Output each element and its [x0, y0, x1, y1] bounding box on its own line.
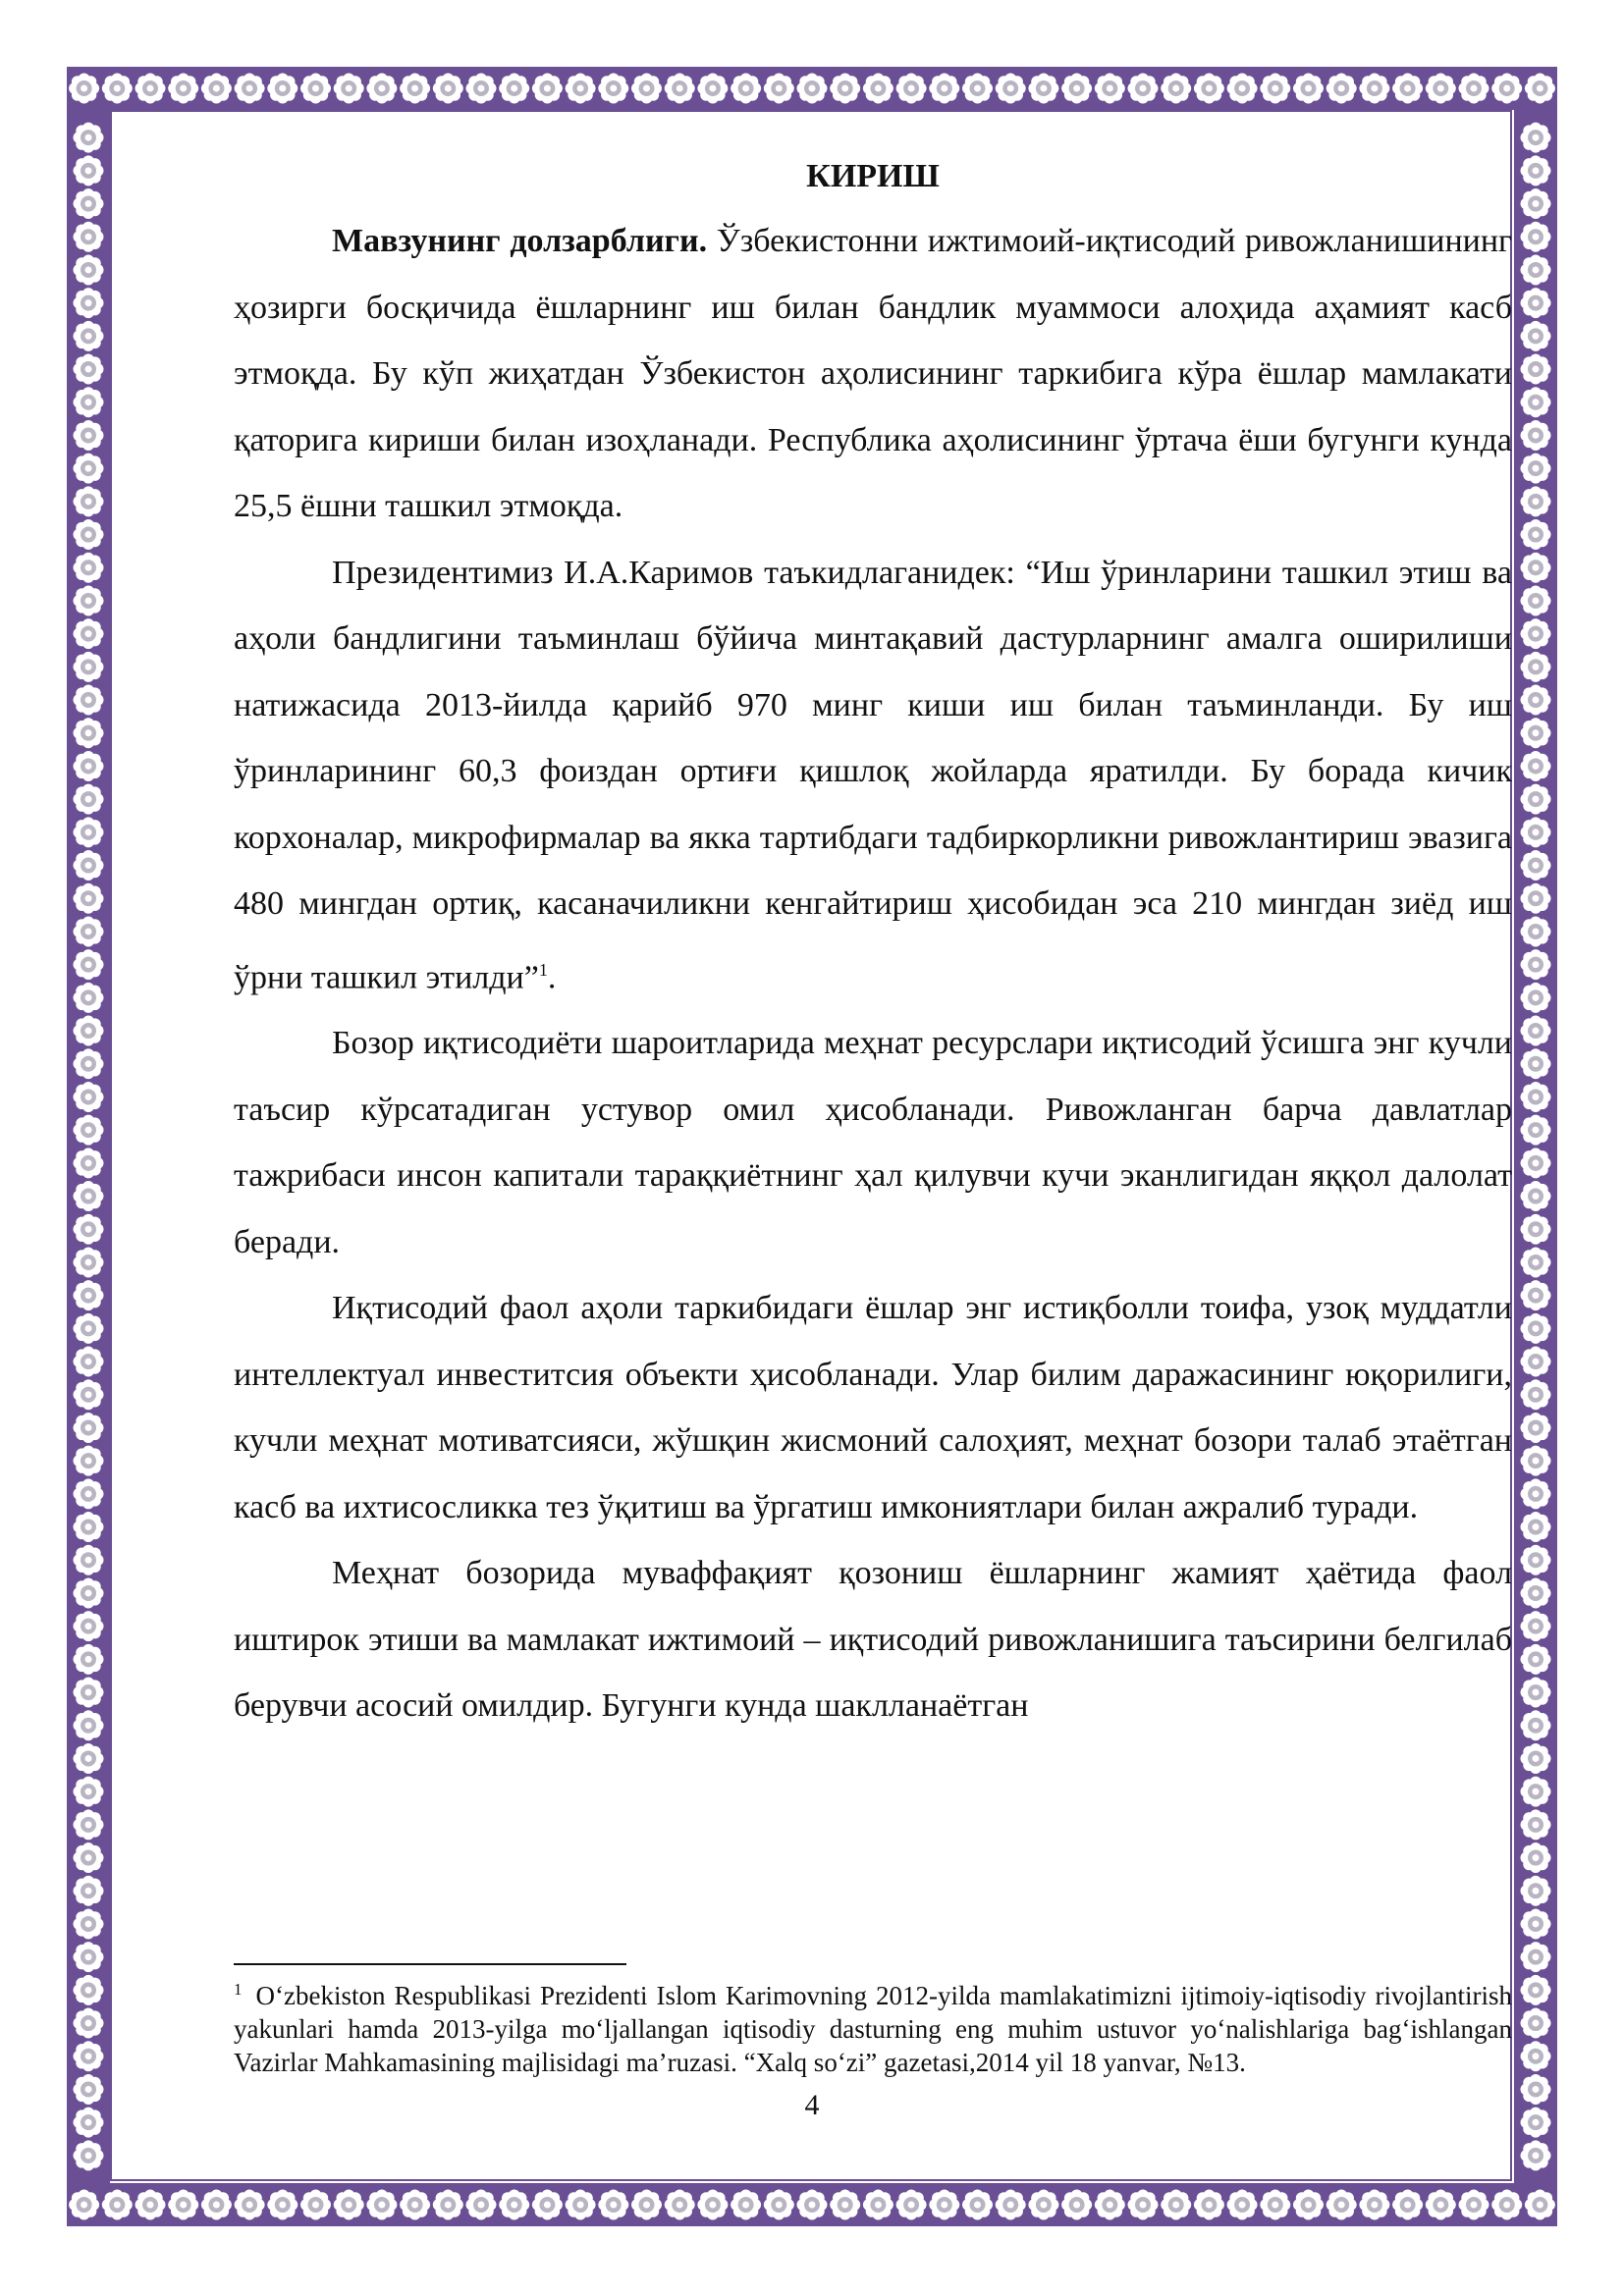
flower-border-icon [996, 2190, 1026, 2220]
flower-border-icon [74, 751, 104, 781]
flower-border-icon [366, 74, 397, 104]
flower-border-icon [1521, 751, 1551, 781]
flower-border-icon [1521, 1577, 1551, 1608]
flower-border-icon [1521, 1048, 1551, 1079]
footnote-text: O‘zbekiston Respublikasi Prezidenti Islom Karimovning 2012-yilda mamlakatimizni ijtimoiy-iqtisodiy rivojlantirish yakunlari hamda 2013-yilga mo‘ljallangan iqtisodiy dasturning eng muhim ustuvor yo‘nalishlariga bag‘ishlangan Vazirlar Mahkamasining majlisidagi ma’ruzasi. “Xalq so‘zi” gazetasi,2014 yil 18 yanvar, №13. [234, 1981, 1512, 2077]
flower-border-icon [1521, 486, 1551, 516]
flower-border-icon [1095, 74, 1125, 104]
flower-border-icon [74, 850, 104, 881]
flower-border-icon [1392, 2190, 1423, 2220]
flower-border-icon [1521, 1082, 1551, 1112]
flower-border-icon [1521, 817, 1551, 847]
flower-border-icon [74, 1512, 104, 1542]
paragraph-text: Ўзбекистонни ижтимоий-иқтисодий ривожланишининг ҳозирги босқичида ёшларнинг иш билан бандлик муаммоси алоҳида аҳамият касб этмоқда. Бу кўп жиҳатдан Ўзбекистон аҳолисининг таркибига кўра ёшлар мамлакати қаторига кириши билан изоҳланади. Республика аҳолисининг ўртача ёши бугунги кунда 25,5 ёшни ташкил этмоқда. [234, 223, 1512, 524]
flower-border-icon [74, 1842, 104, 1873]
flower-border-icon [962, 2190, 993, 2220]
flower-border-icon [74, 2041, 104, 2071]
flower-border-icon [1194, 74, 1224, 104]
flower-border-icon [400, 2190, 430, 2220]
paragraph-market [234, 1010, 1512, 1275]
flower-border-icon [1426, 2190, 1456, 2220]
flower-border-icon [1521, 1181, 1551, 1211]
flower-border-icon [74, 321, 104, 351]
flower-border-bottom [67, 2183, 1557, 2226]
flower-border-icon [532, 74, 563, 104]
flower-border-icon [1128, 74, 1159, 104]
flower-border-icon [797, 74, 828, 104]
flower-border-icon [74, 983, 104, 1013]
flower-border-icon [74, 1347, 104, 1377]
flower-border-icon [74, 1644, 104, 1675]
flower-border-icon [74, 1181, 104, 1211]
flower-border-icon [532, 2190, 563, 2220]
flower-border-icon [74, 1577, 104, 1608]
flower-border-icon [74, 1016, 104, 1046]
flower-border-icon [1521, 949, 1551, 980]
flower-border-icon [1260, 2190, 1290, 2220]
flower-border-icon [1521, 1115, 1551, 1146]
paragraph-quote [234, 540, 1512, 1011]
flower-border-icon [1061, 2190, 1092, 2220]
flower-border-icon [1521, 155, 1551, 186]
flower-border-icon [102, 2190, 133, 2220]
flower-border-icon [1521, 2041, 1551, 2071]
flower-border-icon [74, 1876, 104, 1906]
flower-border-icon [896, 2190, 927, 2220]
flower-border-icon [74, 1678, 104, 1708]
flower-border-icon [74, 949, 104, 980]
flower-border-icon [74, 1743, 104, 1774]
flower-border-icon [1521, 1809, 1551, 1840]
flower-border-icon [235, 74, 265, 104]
flower-border-icon [996, 74, 1026, 104]
page-number: 4 [804, 2089, 820, 2121]
flower-border-icon [1521, 354, 1551, 385]
flower-border-icon [74, 685, 104, 716]
flower-border-icon [929, 74, 959, 104]
flower-border-icon [830, 2190, 860, 2220]
flower-border-icon [1521, 1148, 1551, 1178]
flower-border-icon [366, 2190, 397, 2220]
flower-border-icon [135, 2190, 166, 2220]
flower-border-icon [74, 916, 104, 946]
page-content [234, 145, 1512, 1739]
flower-border-icon [1326, 2190, 1357, 2220]
flower-border-icon [1521, 321, 1551, 351]
flower-border-icon [74, 1214, 104, 1245]
flower-border-icon [1491, 2190, 1522, 2220]
flower-border-icon [1095, 2190, 1125, 2220]
flower-border-icon [433, 2190, 463, 2220]
flower-border-icon [697, 74, 728, 104]
footnote-separator [234, 1963, 626, 1965]
flower-border-icon [797, 2190, 828, 2220]
flower-border-icon [1521, 1545, 1551, 1575]
flower-border-icon [74, 1710, 104, 1740]
flower-border-icon [74, 1611, 104, 1641]
flower-border-icon [1128, 2190, 1159, 2220]
flower-border-icon [1521, 1379, 1551, 1410]
flower-border-icon [1521, 983, 1551, 1013]
flower-border-icon [74, 1048, 104, 1079]
flower-border-icon [566, 2190, 596, 2220]
flower-border-icon [1521, 553, 1551, 583]
flower-border-icon [962, 74, 993, 104]
flower-border-icon [1521, 1611, 1551, 1641]
flower-border-icon [1521, 188, 1551, 219]
flower-border-icon [74, 123, 104, 153]
flower-border-icon [731, 2190, 761, 2220]
paragraph-youth [234, 1275, 1512, 1540]
flower-border-icon [1521, 1842, 1551, 1873]
flower-border-icon [74, 1082, 104, 1112]
flower-border-icon [1521, 519, 1551, 550]
flower-border-icon [566, 74, 596, 104]
flower-border-icon [74, 1975, 104, 2005]
flower-border-icon [1293, 2190, 1324, 2220]
flower-border-icon [1293, 74, 1324, 104]
flower-border-icon [1521, 1710, 1551, 1740]
flower-border-icon [1359, 2190, 1389, 2220]
flower-border-icon [74, 1908, 104, 1939]
flower-border-icon [1521, 1347, 1551, 1377]
flower-border-icon [168, 2190, 198, 2220]
footnote [234, 1973, 1512, 2079]
flower-border-icon [74, 1777, 104, 1807]
flower-border-icon [1521, 1743, 1551, 1774]
flower-border-icon [1521, 718, 1551, 748]
footnote-reference[interactable]: 1 [538, 959, 548, 980]
flower-border-icon [1521, 1975, 1551, 2005]
flower-border-icon [863, 74, 893, 104]
flower-border-icon [1161, 2190, 1191, 2220]
flower-border-icon [830, 74, 860, 104]
paragraph-text: Президентимиз И.А.Каримов таъкидлаганидек: “Иш ўринларини ташкил этиш ва аҳоли бандлигини таъминлаш бўйича минтақавий дастурларнинг амалга оширилиши натижасида 2013-йилда қарийб 970 минг киши иш билан таъминланди. Бу иш ўринларининг 60,3 фоиздан ортиғи қишлоқ жойларда яратилди. Бу борада кичик корхоналар, микрофирмалар ва якка тартибдаги тадбиркорликни ривожлантириш эвазига 480 мингдан ортиқ, касаначиликни кенгайтириш ҳисобидан эса 210 мингдан зиёд иш ўрни ташкил этилди” [234, 554, 1512, 995]
flower-border-icon [731, 74, 761, 104]
flower-border-icon [1521, 1908, 1551, 1939]
flower-border-icon [74, 2008, 104, 2039]
flower-border-icon [74, 1413, 104, 1443]
flower-border-icon [863, 2190, 893, 2220]
flower-border-icon [1194, 2190, 1224, 2220]
flower-border-icon [1521, 1214, 1551, 1245]
flower-border-icon [74, 1478, 104, 1509]
flower-border-icon [1028, 2190, 1058, 2220]
flower-border-icon [74, 1280, 104, 1310]
flower-border-icon [665, 2190, 695, 2220]
flower-border-icon [1459, 2190, 1489, 2220]
flower-border-icon [1521, 1413, 1551, 1443]
flower-border-icon [74, 1313, 104, 1344]
flower-border-left [67, 110, 110, 2183]
flower-border-icon [1260, 74, 1290, 104]
flower-border-icon [74, 618, 104, 649]
flower-border-icon [168, 74, 198, 104]
flower-border-icon [74, 387, 104, 417]
flower-border-icon [74, 1545, 104, 1575]
flower-border-icon [74, 254, 104, 285]
flower-border-icon [1521, 222, 1551, 252]
flower-border-icon [499, 74, 529, 104]
flower-border-icon [235, 2190, 265, 2220]
flower-border-icon [69, 74, 99, 104]
flower-border-icon [74, 585, 104, 615]
flower-border-icon [1227, 74, 1258, 104]
flower-border-icon [1521, 1247, 1551, 1277]
flower-border-icon [1521, 254, 1551, 285]
flower-border-icon [1061, 74, 1092, 104]
footnote-number: 1 [234, 1980, 243, 1999]
flower-border-icon [74, 188, 104, 219]
flower-border-icon [1521, 850, 1551, 881]
flower-border-icon [665, 74, 695, 104]
flower-border-icon [74, 1115, 104, 1146]
paragraph-lead: Мавзунинг долзарблиги. [332, 223, 708, 259]
flower-border-icon [1521, 420, 1551, 451]
flower-border-icon [74, 553, 104, 583]
flower-border-icon [74, 1148, 104, 1178]
flower-border-icon [1521, 1280, 1551, 1310]
flower-border-icon [334, 2190, 364, 2220]
flower-border-icon [74, 420, 104, 451]
flower-border-icon [1161, 74, 1191, 104]
flower-border-icon [1028, 74, 1058, 104]
paragraph-text: Бозор иқтисодиёти шароитларида меҳнат ресурслари иқтисодий ўсишга энг кучли таъсир кўрсатадиган устувор омил ҳисобланади. Ривожланган барча давлатлар тажрибаси инсон капитали тараққиётнинг ҳал қилувчи кучи эканлигидан яққол далолат беради. [234, 1025, 1512, 1260]
flower-border-icon [74, 354, 104, 385]
flower-border-icon [1521, 1478, 1551, 1509]
flower-border-icon [1521, 288, 1551, 318]
flower-border-icon [433, 74, 463, 104]
flower-border-icon [400, 74, 430, 104]
flower-border-icon [74, 519, 104, 550]
flower-border-icon [267, 2190, 298, 2220]
flower-border-icon [764, 2190, 794, 2220]
paragraph-relevance [234, 208, 1512, 540]
flower-border-top [67, 67, 1557, 110]
flower-border-icon [1521, 618, 1551, 649]
flower-border-icon [74, 288, 104, 318]
flower-border-icon [300, 74, 331, 104]
flower-border-icon [1521, 1512, 1551, 1542]
flower-border-icon [598, 2190, 628, 2220]
flower-border-icon [764, 74, 794, 104]
flower-border-icon [74, 1942, 104, 1972]
flower-border-icon [1227, 2190, 1258, 2220]
paragraph-text: Иқтисодий фаол аҳоли таркибидаги ёшлар энг истиқболли тоифа, узоқ муддатли интеллектуал инвеститсия объекти ҳисобланади. Улар билим даражасининг юқорилиги, кучли меҳнат мотиватсияси, жўшқин жисмоний салоҳият, меҳнат бозори талаб этаётган касб ва ихтисосликка тез ўқитиш ва ўргатиш имкониятлари билан ажралиб туради. [234, 1290, 1512, 1525]
flower-border-icon [74, 1446, 104, 1476]
flower-border-icon [74, 718, 104, 748]
flower-border-right [1514, 110, 1557, 2183]
flower-border-icon [300, 2190, 331, 2220]
paragraph-text: Меҳнат бозорида муваффақият қозониш ёшларнинг жамият ҳаётида фаол иштирок этиши ва мамлакат ижтимоий – иқтисодий ривожланишига таъсирини белгилаб берувчи асосий омилдир. Бугунги кунда шаклланаётган [234, 1555, 1512, 1725]
paragraph-tail: . [547, 958, 557, 995]
flower-border-icon [499, 2190, 529, 2220]
flower-border-icon [1521, 883, 1551, 914]
flower-border-icon [74, 222, 104, 252]
flower-border-icon [1392, 74, 1423, 104]
flower-border-icon [201, 2190, 232, 2220]
flower-border-icon [1521, 1313, 1551, 1344]
flower-border-icon [201, 74, 232, 104]
flower-border-icon [74, 883, 104, 914]
flower-border-icon [74, 1379, 104, 1410]
flower-border-icon [1521, 1678, 1551, 1708]
flower-border-icon [1521, 454, 1551, 484]
flower-border-icon [1521, 652, 1551, 682]
flower-border-icon [74, 817, 104, 847]
flower-border-icon [102, 74, 133, 104]
flower-border-icon [631, 2190, 662, 2220]
flower-border-icon [466, 74, 497, 104]
flower-border-icon [1525, 2190, 1555, 2220]
flower-border-icon [929, 2190, 959, 2220]
flower-border-icon [74, 454, 104, 484]
flower-border-icon [1521, 2008, 1551, 2039]
flower-border-icon [1521, 585, 1551, 615]
flower-border-icon [1326, 74, 1357, 104]
flower-border-icon [631, 74, 662, 104]
flower-border-icon [1521, 387, 1551, 417]
flower-border-icon [1426, 74, 1456, 104]
flower-border-icon [267, 74, 298, 104]
flower-border-icon [1521, 1446, 1551, 1476]
flower-border-icon [1521, 1644, 1551, 1675]
flower-border-icon [1525, 74, 1555, 104]
flower-border-icon [74, 486, 104, 516]
flower-border-icon [74, 652, 104, 682]
flower-border-icon [74, 1809, 104, 1840]
flower-border-icon [896, 74, 927, 104]
flower-border-icon [74, 1247, 104, 1277]
flower-border-icon [1521, 1016, 1551, 1046]
flower-border-icon [74, 2140, 104, 2170]
flower-border-icon [135, 74, 166, 104]
flower-border-icon [69, 2190, 99, 2220]
flower-border-icon [1521, 1876, 1551, 1906]
flower-border-icon [1521, 784, 1551, 815]
flower-border-icon [1521, 2140, 1551, 2170]
flower-border-icon [697, 2190, 728, 2220]
flower-border-icon [598, 74, 628, 104]
flower-border-icon [1521, 1777, 1551, 1807]
flower-border-icon [1521, 123, 1551, 153]
flower-border-icon [466, 2190, 497, 2220]
flower-border-icon [1521, 685, 1551, 716]
flower-border-icon [1521, 916, 1551, 946]
flower-border-icon [74, 784, 104, 815]
flower-border-icon [1521, 1942, 1551, 1972]
flower-border-icon [334, 74, 364, 104]
flower-border-icon [1491, 74, 1522, 104]
flower-border-icon [1359, 74, 1389, 104]
flower-border-icon [1459, 74, 1489, 104]
paragraph-success [234, 1540, 1512, 1739]
page-title: КИРИШ [806, 158, 940, 194]
flower-border-icon [74, 155, 104, 186]
